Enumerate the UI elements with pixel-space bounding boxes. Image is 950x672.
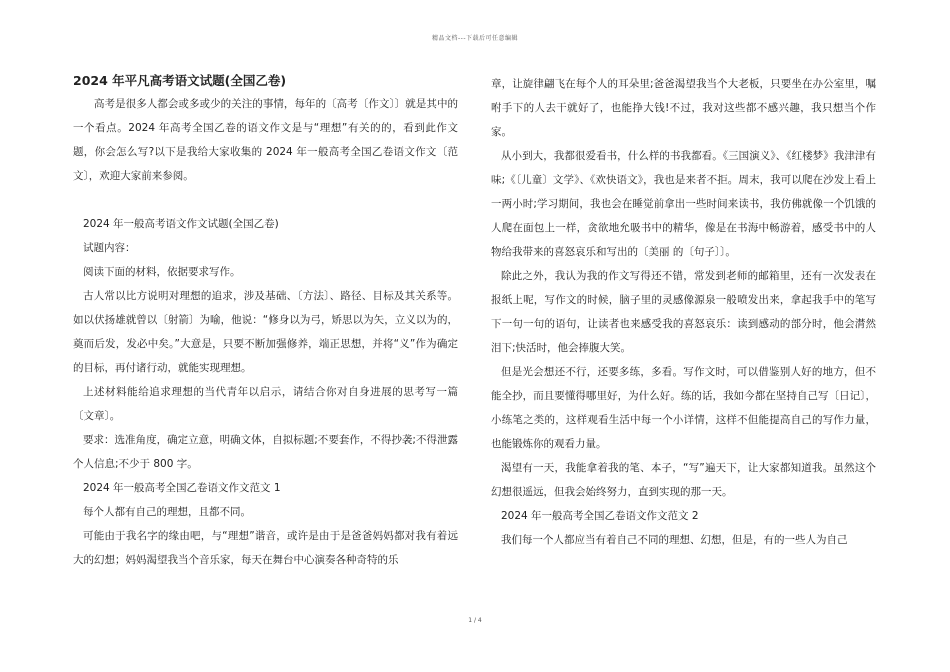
body-paragraph: 渴望有一天，我能拿着我的笔、本子，“写”遍天下，让大家都知道我。虽然这个幻想很遥远，但我会始终努力，直到实现的那一天。 <box>491 462 876 498</box>
body-paragraph: 章，让旋律翩飞在每个人的耳朵里;爸爸渴望我当个大老板，只要坐在办公室里，嘱咐手下的人去干就好了，也能挣大钱!不过，我对这些都不感兴趣，我只想当个作家。 <box>491 78 876 138</box>
body-paragraph: 2024 年一般高考全国乙卷语文作文范文 1 <box>83 482 281 494</box>
body-paragraph: 阅读下面的材料，依据要求写作。 <box>83 266 241 278</box>
left-body <box>73 92 458 572</box>
body-paragraph: 2024 年一般高考全国乙卷语文作文范文 2 <box>501 510 699 522</box>
page-number: 1 / 4 <box>468 617 482 624</box>
body-paragraph: 试题内容： <box>83 242 136 254</box>
body-paragraph: 2024 年一般高考语文作文试题(全国乙卷) <box>83 218 279 230</box>
body-paragraph: 古人常以比方说明对理想的追求，涉及基础、〔方法〕、路径、目标及其关系等。如以伏扬雄就曾以〔射箭〕为喻，他说：“修身以为弓，矫思以为矢，立义以为的，奠而后发，发必中矣。”大意是，只要不断加强修养，端正思想，并将“义”作为确定的目标，再付诸行动，就能实现理想。 <box>73 290 458 374</box>
body-paragraph: 但是光会想还不行，还要多练，多看。写作文时，可以借鉴别人好的地方，但不能全抄，而且要懂得哪里好，为什么好。练的话，我如今都在坚持自己写〔日记〕，小练笔之类的，这样观看生活中每一个小详情，这样不但能提高自己的写作力量，也能锻炼你的观看力量。 <box>491 366 876 450</box>
left-column <box>73 70 458 572</box>
body-paragraph: 可能由于我名字的缘由吧，与“理想”谐音，或许是由于是爸爸妈妈都对我有着远大的幻想；妈妈渴望我当个音乐家，每天在舞台中心演奏各种奇特的乐 <box>73 530 458 566</box>
document-title: 2024 年平凡高考语文试题(全国乙卷) <box>73 73 287 88</box>
right-body <box>491 72 876 552</box>
body-paragraph: 除此之外，我认为我的作文写得还不错，常发到老师的邮箱里，还有一次发表在报纸上呢，写作文的时候，脑子里的灵感像源泉一般喷发出来，拿起我手中的笔写下一句一句的语句，让读者也来感受我的喜怒哀乐：读到感动的部分时，他会潸然泪下;快活时，他会捧腹大笑。 <box>491 270 876 354</box>
body-paragraph: 上述材料能给追求理想的当代青年以启示，请结合你对自身进展的思考写一篇〔文章〕。 <box>73 386 458 422</box>
body-paragraph: 每个人都有自己的理想，且都不同。 <box>83 506 251 518</box>
paragraph-spacer <box>73 188 458 212</box>
right-column <box>491 72 876 552</box>
page-header: 精品文档---下载后可任意编辑 <box>432 35 518 42</box>
body-paragraph: 高考是很多人都会或多或少的关注的事情，每年的〔高考〔作文〕〕就是其中的一个看点。2024 年高考全国乙卷的语文作文是与“理想”有关的的，看到此作文题，你会怎么写?以下是我给大家收集的 2024 年一般高考全国乙卷语文作文〔范文〕，欢迎大家前来参阅。 <box>73 98 458 182</box>
body-paragraph: 我们每一个人都应当有着自己不同的理想、幻想，但是，有的一些人为自己 <box>501 534 848 546</box>
body-paragraph: 从小到大，我都很爱看书，什么样的书我都看。《三国演义》、《红楼梦》我津津有味;《〔儿童〕文学》、《欢快语文》，我也是来者不拒。周末，我可以爬在沙发上看上一两小时;学习期间，我也会在睡觉前拿出一些时间来读书，我仿佛就像一个饥饿的人爬在面包上一样，贪欲地允吸书中的精华，像是在书海中畅游着，感受书中的人物给我带来的喜怒哀乐和写出的〔美丽 的〔句子〕〕。 <box>491 150 876 258</box>
body-paragraph: 要求：选准角度，确定立意，明确文体，自拟标题;不要套作，不得抄袭;不得泄露个人信息;不少于 800 字。 <box>73 434 458 470</box>
